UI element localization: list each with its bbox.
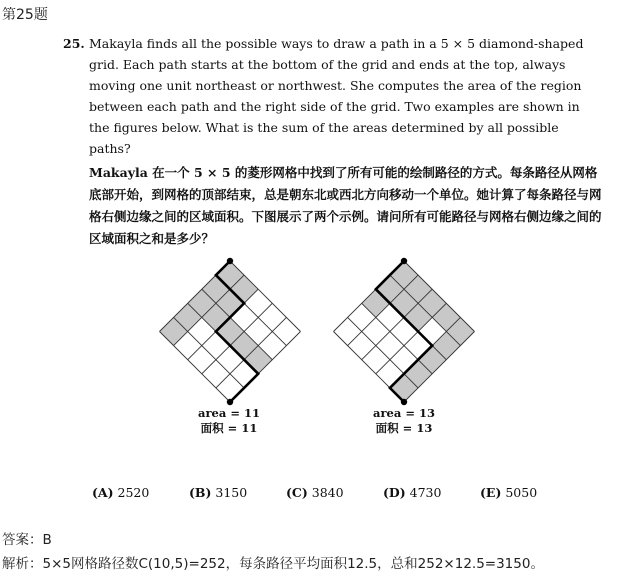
problem-body-english: Makayla finds all the possible ways to draw a path in a 5 × 5 diamond-shaped grid. Each path starts at the bottom of the grid and ends at the top, always moving one unit northeast or northwest. She computes the area of the region between each path and the right side of the grid. Two examples are shown in the figures below. What is the sum of the areas determined by all possible paths? <box>89 36 584 156</box>
diamond-grid-figures <box>150 255 480 415</box>
diamond-grid-example-1 <box>160 258 301 405</box>
figure-1-area-english: area = 11 <box>198 406 260 420</box>
choice-e-value: 5050 <box>505 485 538 500</box>
choice-d-value: 4730 <box>409 485 442 500</box>
grid-line <box>348 317 419 388</box>
choice-c[interactable] <box>286 485 344 500</box>
figure-2-area-english: area = 13 <box>373 406 435 420</box>
problem-text-english <box>63 33 603 159</box>
figure-2-area-chinese: 面积 = 13 <box>375 421 433 435</box>
diamond-grid-example-2 <box>334 258 475 405</box>
solution-line: 解析：5×5网格路径数C(10,5)=252，每条路径平均面积12.5，总和252×12.5=3150。 <box>2 556 544 572</box>
choice-d-label: (D) <box>383 485 406 500</box>
figure-1-area-chinese: 面积 = 11 <box>200 421 258 435</box>
choice-c-label: (C) <box>286 485 308 500</box>
choice-a[interactable] <box>92 485 149 500</box>
path-start-dot <box>401 399 407 405</box>
choice-e[interactable] <box>480 485 537 500</box>
path-end-dot <box>401 258 407 264</box>
problem-number: 25. <box>63 36 85 51</box>
figure-2-caption <box>364 406 444 436</box>
answer-line: 答案：B <box>2 532 52 548</box>
problem-header: 第25题 <box>2 7 48 23</box>
choice-b-label: (B) <box>189 485 212 500</box>
path-end-dot <box>227 258 233 264</box>
choice-a-label: (A) <box>92 485 114 500</box>
choice-d[interactable] <box>383 485 441 500</box>
problem-statement <box>63 33 603 250</box>
choice-b-value: 3150 <box>215 485 248 500</box>
choice-b[interactable] <box>189 485 247 500</box>
choice-a-value: 2520 <box>117 485 150 500</box>
problem-text-chinese: Makayla 在一个 5 × 5 的菱形网格中找到了所有可能的绘制路径的方式。每条路径从网格底部开始，到网格的顶部结束，总是朝东北或西北方向移动一个单位。她计算了每条路径与网格右侧边缘之间的区域面积。下图展示了两个示例。请问所有可能路径与网格右侧边缘之间的区域面积之和是多少？ <box>89 165 602 246</box>
choice-c-value: 3840 <box>311 485 344 500</box>
grid-line <box>160 332 231 403</box>
figure-1-caption <box>189 406 269 436</box>
choice-e-label: (E) <box>480 485 502 500</box>
path-start-dot <box>227 399 233 405</box>
